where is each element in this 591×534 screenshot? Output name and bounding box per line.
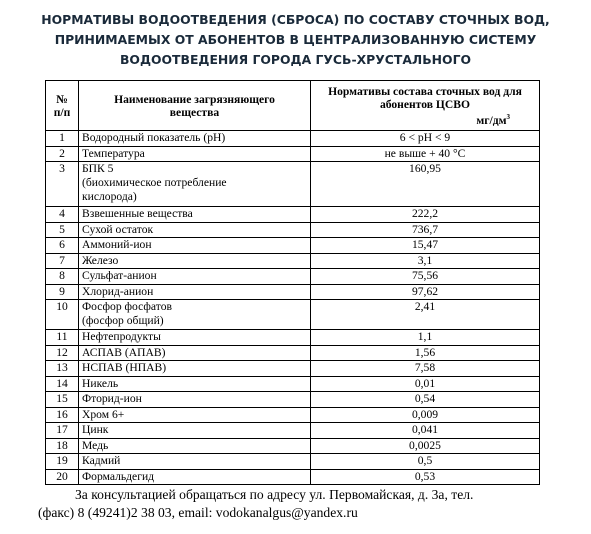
substance-name: Никель — [79, 376, 311, 392]
row-number: 13 — [46, 361, 79, 377]
table-row — [46, 392, 540, 408]
substance-name: Сухой остаток — [79, 222, 311, 238]
row-number: 2 — [46, 146, 79, 162]
norm-value: 0,53 — [311, 469, 540, 485]
column-header-substance — [79, 81, 311, 131]
norm-value: не выше + 40 °C — [311, 146, 540, 162]
norm-value: 0,041 — [311, 423, 540, 439]
norm-value: 0,009 — [311, 407, 540, 423]
row-number: 14 — [46, 376, 79, 392]
row-number: 3 — [46, 162, 79, 207]
substance-name: Сульфат-анион — [79, 269, 311, 285]
substance-name: Аммоний-ион — [79, 238, 311, 254]
norm-value: 736,7 — [311, 222, 540, 238]
table-row — [46, 469, 540, 485]
document-title — [0, 10, 591, 70]
norm-value: 1,1 — [311, 330, 540, 346]
table-row — [46, 438, 540, 454]
header-num-line1: № — [56, 92, 68, 106]
unit-text: мг/дм — [476, 113, 507, 127]
row-number: 11 — [46, 330, 79, 346]
row-number: 5 — [46, 222, 79, 238]
norm-value: 7,58 — [311, 361, 540, 377]
substance-name: АСПАВ (АПАВ) — [79, 345, 311, 361]
table-row — [46, 330, 540, 346]
norm-value: 0,54 — [311, 392, 540, 408]
table-row — [46, 361, 540, 377]
row-number: 18 — [46, 438, 79, 454]
header-num-line2: п/п — [53, 105, 71, 119]
substance-name: НСПАВ (НПАВ) — [79, 361, 311, 377]
table-row — [46, 162, 540, 207]
norm-value: 0,5 — [311, 454, 540, 470]
substance-name: Взвешенные вещества — [79, 207, 311, 223]
table-row — [46, 131, 540, 147]
title-line-3: ВОДООТВЕДЕНИЯ ГОРОДА ГУСЬ-ХРУСТАЛЬНОГО — [119, 52, 472, 67]
title-line-1: НОРМАТИВЫ ВОДООТВЕДЕНИЯ (СБРОСА) ПО СОСТАВУ СТОЧНЫХ ВОД, — [41, 12, 550, 27]
substance-name-line2: (биохимическое потребление — [82, 176, 227, 189]
substance-name: Формальдегид — [79, 469, 311, 485]
substance-name-multiline — [79, 162, 311, 207]
substance-name: Хлорид-анион — [79, 284, 311, 300]
norm-value: 0,01 — [311, 376, 540, 392]
row-number: 6 — [46, 238, 79, 254]
norm-value: 15,47 — [311, 238, 540, 254]
substance-name: Нефтепродукты — [79, 330, 311, 346]
substance-name: Железо — [79, 253, 311, 269]
unit-superscript: 3 — [506, 112, 510, 121]
row-number: 9 — [46, 284, 79, 300]
table-row — [46, 454, 540, 470]
table-header-row — [46, 81, 540, 131]
row-number: 20 — [46, 469, 79, 485]
row-number: 19 — [46, 454, 79, 470]
row-number: 8 — [46, 269, 79, 285]
table-row — [46, 222, 540, 238]
norm-value: 1,56 — [311, 345, 540, 361]
title-line-2: ПРИНИМАЕМЫХ ОТ АБОНЕНТОВ В ЦЕНТРАЛИЗОВАННУЮ СИСТЕМУ — [54, 32, 537, 47]
row-number: 1 — [46, 131, 79, 147]
norm-value: 75,56 — [311, 269, 540, 285]
norm-value: 222,2 — [311, 207, 540, 223]
norm-value: 3,1 — [311, 253, 540, 269]
table-row — [46, 207, 540, 223]
table-row — [46, 284, 540, 300]
column-header-norms — [311, 81, 540, 131]
norm-value: 2,41 — [311, 300, 540, 330]
row-number: 16 — [46, 407, 79, 423]
norm-value: 6 < pH < 9 — [311, 131, 540, 147]
norms-table — [45, 80, 540, 485]
substance-name: Цинк — [79, 423, 311, 439]
substance-name: Фосфор фосфатов — [82, 300, 172, 313]
header-value-line1: Нормативы состава сточных вод для — [328, 84, 522, 98]
header-unit — [314, 111, 536, 127]
substance-name: Фторид-ион — [79, 392, 311, 408]
header-name-line2: вещества — [169, 105, 220, 119]
substance-name: БПК 5 — [82, 162, 114, 175]
table-row — [46, 300, 540, 330]
norm-value: 97,62 — [311, 284, 540, 300]
row-number: 7 — [46, 253, 79, 269]
norm-value: 160,95 — [311, 162, 540, 207]
header-name-line1: Наименование загрязняющего — [114, 92, 275, 106]
row-number: 17 — [46, 423, 79, 439]
substance-name-multiline — [79, 300, 311, 330]
row-number: 4 — [46, 207, 79, 223]
contact-footer — [0, 486, 591, 522]
row-number: 12 — [46, 345, 79, 361]
table-row — [46, 345, 540, 361]
table-row — [46, 423, 540, 439]
substance-name: Медь — [79, 438, 311, 454]
row-number: 15 — [46, 392, 79, 408]
substance-name-line3: кислорода) — [82, 190, 137, 203]
table-row — [46, 407, 540, 423]
norm-value: 0,0025 — [311, 438, 540, 454]
table-row — [46, 238, 540, 254]
substance-name-line2: (фосфор общий) — [82, 314, 164, 327]
substance-name: Хром 6+ — [79, 407, 311, 423]
table-row — [46, 146, 540, 162]
table-row — [46, 376, 540, 392]
footer-address: За консультацией обращаться по адресу ул. Первомайская, д. 3а, тел. — [75, 487, 474, 502]
substance-name: Кадмий — [79, 454, 311, 470]
footer-phone-email: (факс) 8 (49241)2 38 03, email: vodokanalgus@yandex.ru — [38, 505, 358, 520]
header-value-line2: абонентов ЦСВО — [379, 97, 471, 111]
substance-name: Водородный показатель (pH) — [79, 131, 311, 147]
substance-name: Температура — [79, 146, 311, 162]
row-number: 10 — [46, 300, 79, 330]
column-header-number — [46, 81, 79, 131]
table-row — [46, 269, 540, 285]
table-row — [46, 253, 540, 269]
